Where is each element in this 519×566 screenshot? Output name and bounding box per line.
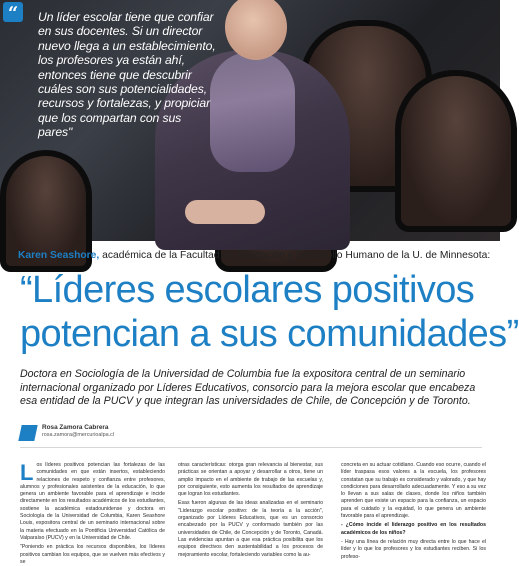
- portrait-hands: [185, 200, 265, 224]
- quote-icon: “: [3, 2, 23, 22]
- auditorium-seat: [395, 70, 517, 232]
- body-column-1: [20, 460, 165, 565]
- byline: [18, 249, 491, 262]
- author-logo-icon: [18, 425, 37, 441]
- paragraph: concreta en su actuar cotidiano. Cuando eso ocurre, cuando el líder traspasa esos valores a la escuela, los profesores constatan que su trabajo es considerado y valorado, y que hay condiciones para desarrollarlo adecuadamente. Y eso a su vez lo llevan a sus salas de clases, donde los niños también aprenden que existe un espacio para la confianza, un espacio para el cuidado y la equidad, lo que genera un ambiente favorable para el aprendizaje.: [341, 462, 486, 520]
- interview-question: - ¿Cómo incide el liderazgo positivo en los resultados académicos de los niños?: [341, 522, 486, 536]
- body-column-2: [178, 462, 323, 558]
- headline-line-1: “Líderes escolares positivos: [20, 269, 475, 311]
- byline-name: Karen Seashore,: [18, 250, 100, 261]
- article-photo: [0, 0, 500, 241]
- portrait-scarf: [210, 52, 295, 172]
- author-credit: [20, 423, 320, 447]
- paragraph: Esas fueron algunas de las ideas analizadas en el seminario "Liderazgo escolar positivo: de la teoría a la acción", organizado por Líderes Educativos, que es un consorcio encabezado por la PUCV y conformado también por las universidades de Chile, de Concepción y de Toronto, Canadá. Las evidencias apuntan a que esa práctica posibilita que los equipos directivos den sustentabilidad a los procesos de mejoramiento escolar, fortaleciendo variables como la au-: [178, 500, 323, 558]
- author-email[interactable]: rosa.zamora@mercurioalpa.cl: [42, 432, 114, 438]
- paragraph-text: os líderes positivos potencian las fortalezas de las comunidades en que están insertos, estableciendo relaciones de respeto y confianza entre profesores, alumnos y profesionales asistentes de la educación, lo que genera un ambiente favorable para el aprendizaje e incide directamente en los resultados académicos de los estudiantes, sostiene la académica estadounidense y doctora en Sociología de la Universidad de Columbia, Karen Seashore Louis, expositora central de un seminario internacional sobre la materia efectuado en la Pontificia Universidad Católica de Valparaíso (PUCV) y en la Universidad de Chile.: [20, 462, 165, 541]
- headline: [20, 268, 519, 356]
- author-name: Rosa Zamora Cabrera: [42, 424, 109, 431]
- paragraph: otras características: otorga gran relevancia al bienestar, sus prácticas se orientan a apoyar y desarrollar a otros, tiene un amplio impacto en el ambiente de trabajo de las escuelas y, por consiguiente, esto aumenta los resultados de aprendizaje que logran los estudiantes.: [178, 462, 323, 498]
- paragraph: - Hay una línea de relación muy directa entre lo que hace el líder y lo que los profesores y los estudiantes reciben. Si los profeso-: [341, 538, 486, 560]
- headline-line-2: potencian a sus comunidades”: [20, 313, 519, 355]
- paragraph: [20, 462, 165, 542]
- paragraph: "Poniendo en práctica los recursos disponibles, los líderes positivos cambian los equipos, que se vuelven más efectivos y se: [20, 544, 165, 565]
- article-deck: Doctora en Sociología de la Universidad de Columbia fue la expositora central de un seminario internacional organizado por Líderes Educativos, consorcio para la mejora escolar que encabeza esa entidad de la PUCV y que integran las universidades de Chile, de Concepción y de Toronto.: [20, 368, 476, 408]
- body-column-3: [341, 462, 486, 560]
- byline-role: académica de la Facultad de Educación y Desarrollo Humano de la U. de Minnesota:: [99, 250, 491, 261]
- pull-quote: Un líder escolar tiene que confiar en sus docentes. Si un director nuevo llega a un establecimiento, los profesores ya están ahí, entonces tiene que descubrir cuáles son sus potencialidades, recursos y fortalezas, y propiciar que los compartan con sus pares": [38, 10, 216, 140]
- drop-cap: L: [20, 460, 34, 485]
- divider: [20, 447, 482, 448]
